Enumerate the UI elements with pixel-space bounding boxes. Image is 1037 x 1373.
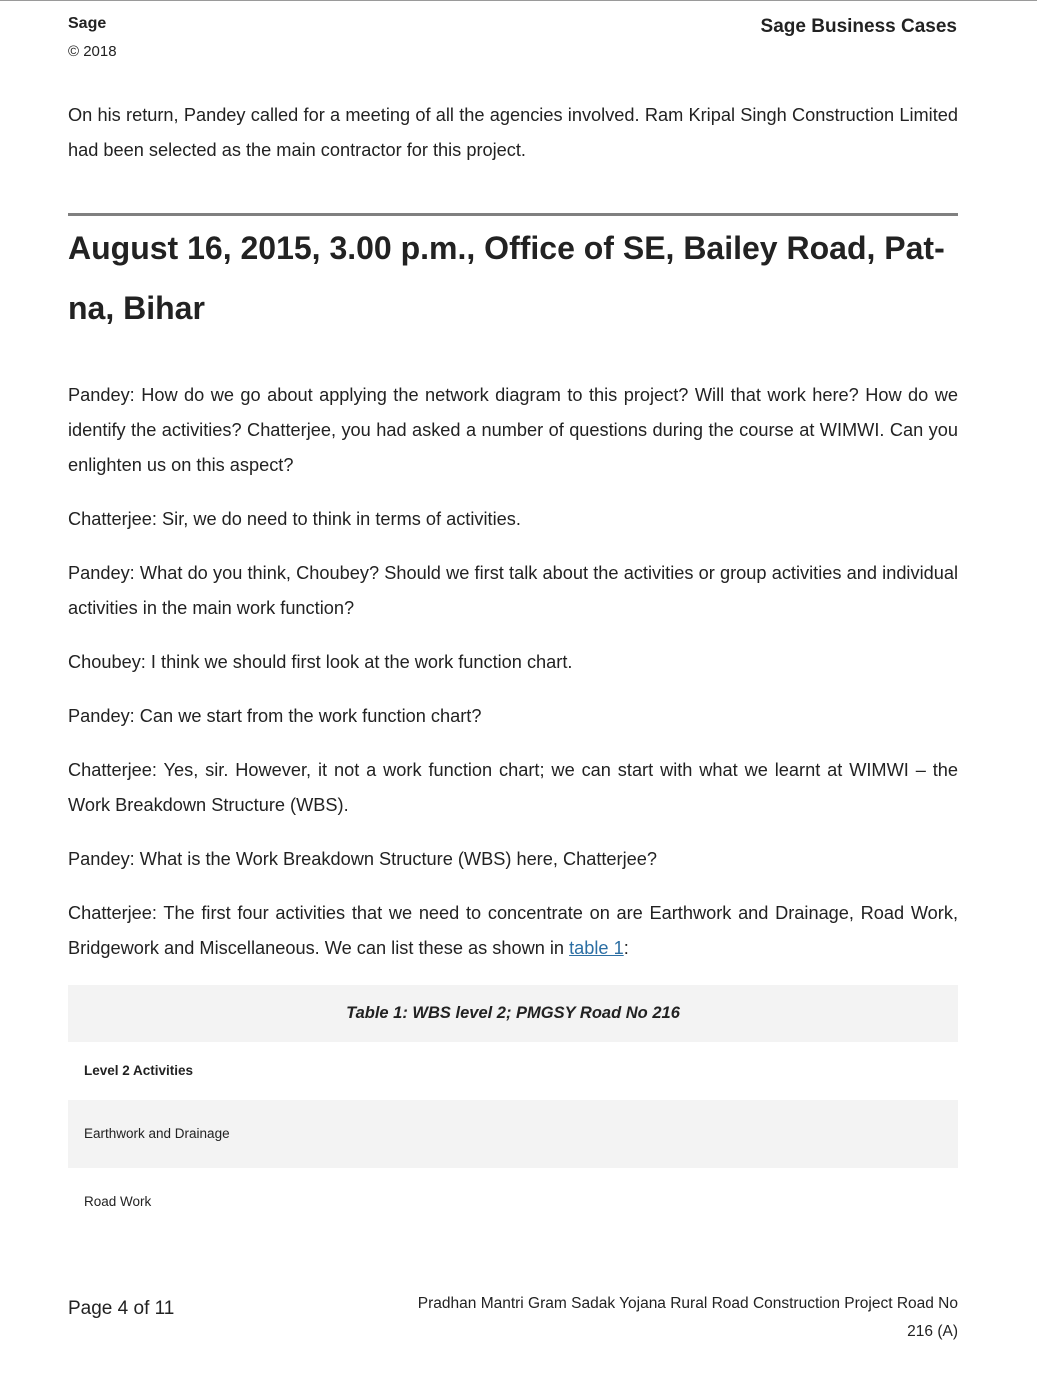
paragraph-text-end: :	[623, 938, 629, 958]
footer-case-title: Pradhan Mantri Gram Sadak Yojana Rural Road Construction Project Road No 216 (A)	[417, 1295, 958, 1340]
table-row: Road Work	[84, 1194, 152, 1209]
dialogue-paragraph: Choubey: I think we should first look at the work function chart.	[68, 652, 573, 672]
table-header-cell: Level 2 Activities	[84, 1063, 194, 1078]
paragraph-text: Chatterjee: The first four activities that we need to concentrate on are Earthwork and Drainage, Road Work, Bridgework and Miscellaneous. We can list these as shown in	[68, 903, 958, 958]
section-heading-line-1: August 16, 2015, 3.00 p.m., Office of SE, Bailey Road, Pat-	[68, 230, 945, 266]
dialogue-paragraph-with-link	[68, 896, 958, 966]
dialogue-paragraph: Chatterjee: Sir, we do need to think in terms of activities.	[68, 509, 521, 529]
top-rule	[0, 0, 1037, 1]
publisher-name: Sage	[68, 15, 107, 32]
page-number: Page 4 of 11	[68, 1298, 175, 1319]
table-caption: Table 1: WBS level 2; PMGSY Road No 216	[68, 985, 958, 1042]
section-heading-line-2: na, Bihar	[68, 290, 205, 326]
dialogue-paragraph: Pandey: What do you think, Choubey? Should we first talk about the activities or group activities and individual activities in the main work function?	[68, 563, 958, 618]
document-body	[68, 98, 958, 1236]
dialogue-paragraph: Pandey: How do we go about applying the network diagram to this project? Will that work here? How do we identify the activities? Chatterjee, you had asked a number of questions during the course at WIMWI. Can you enlighten us on this aspect?	[68, 385, 958, 475]
wbs-table	[68, 985, 958, 1236]
dialogue-paragraph: Chatterjee: Yes, sir. However, it not a work function chart; we can start with what we learnt at WIMWI – the Work Breakdown Structure (WBS).	[68, 760, 958, 815]
copyright-notice: © 2018	[68, 43, 117, 60]
dialogue-paragraph: Pandey: Can we start from the work function chart?	[68, 706, 482, 726]
intro-paragraph: On his return, Pandey called for a meeting of all the agencies involved. Ram Kripal Singh Construction Limited had been selected as the main contractor for this project.	[68, 105, 958, 160]
section-heading	[68, 216, 958, 338]
series-title: Sage Business Cases	[760, 16, 957, 37]
table-row: Earthwork and Drainage	[68, 1100, 958, 1168]
section-heading-block	[68, 216, 958, 338]
table-1-link[interactable]: table 1	[569, 938, 624, 958]
dialogue-paragraph: Pandey: What is the Work Breakdown Structure (WBS) here, Chatterjee?	[68, 849, 657, 869]
